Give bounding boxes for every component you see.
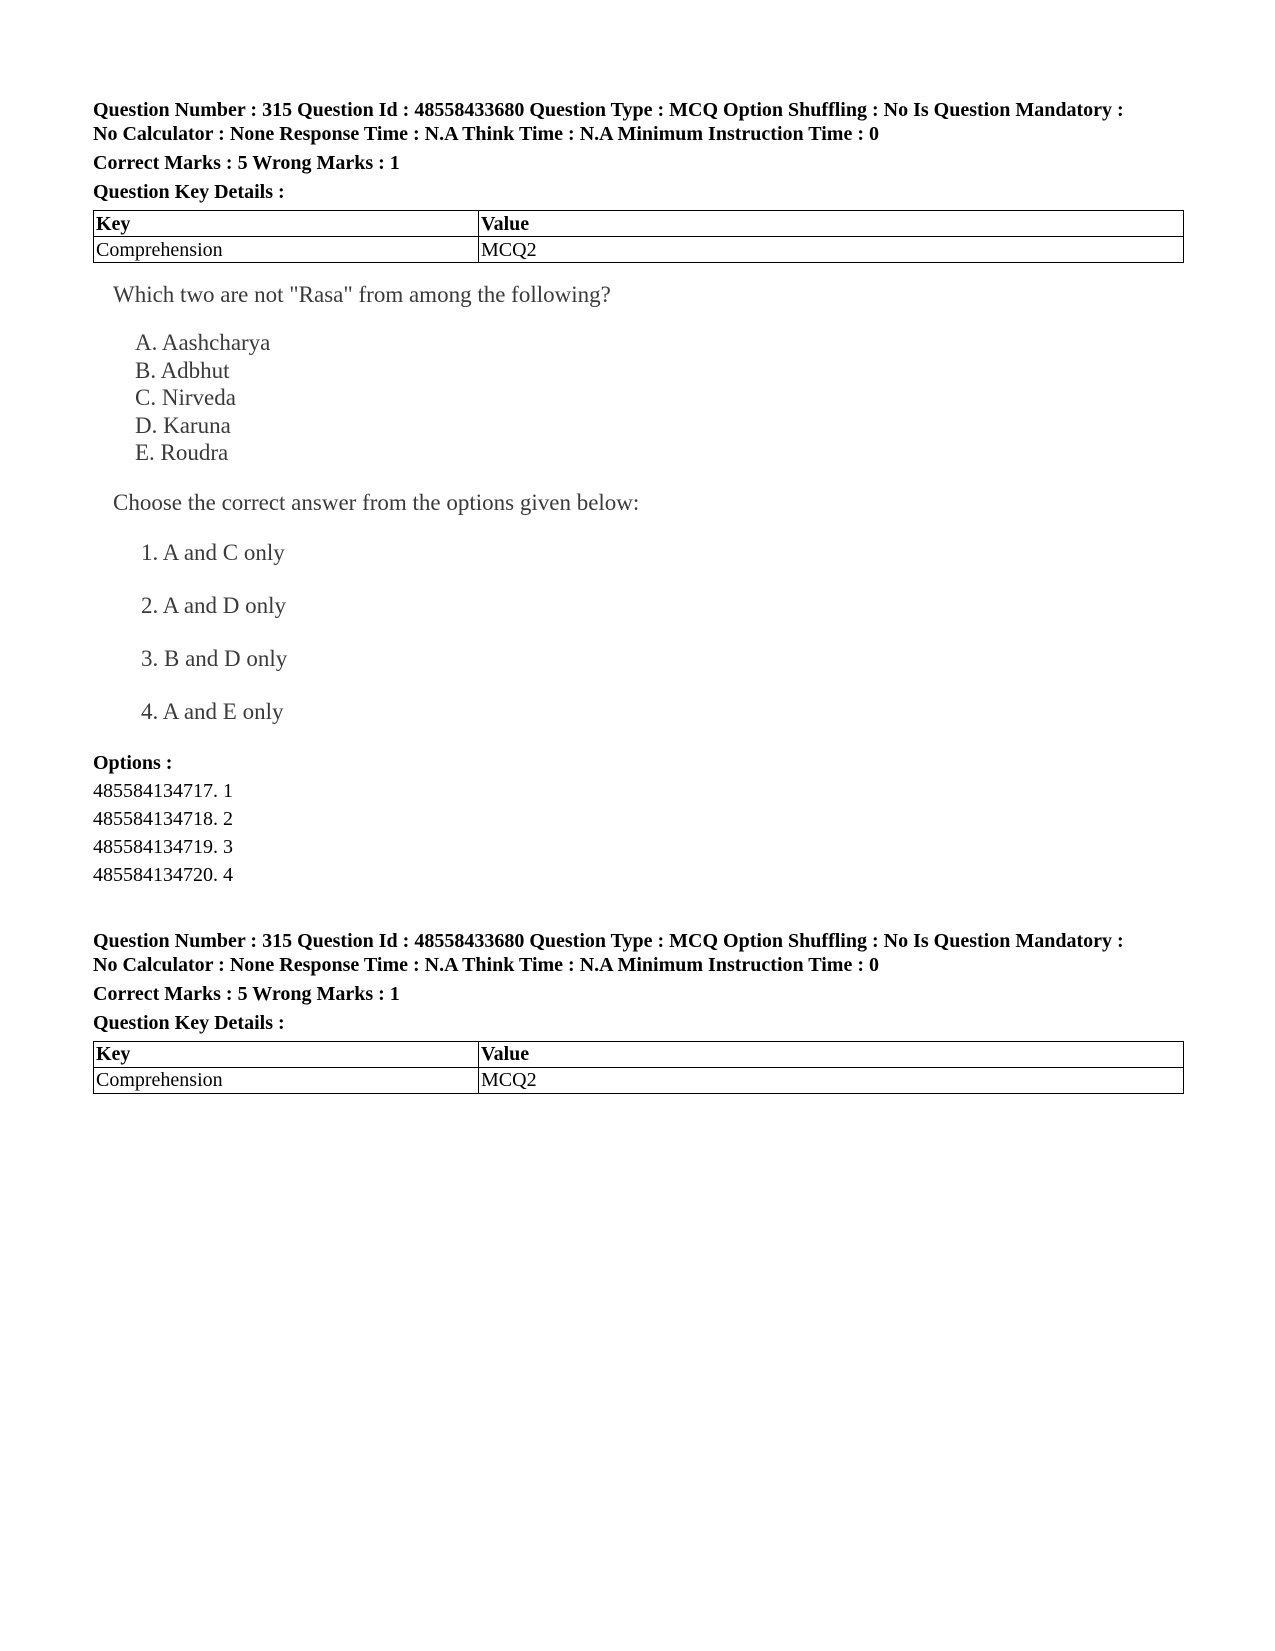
table-row xyxy=(94,237,1184,263)
marks-line: Correct Marks : 5 Wrong Marks : 1 xyxy=(93,152,400,174)
choose-instruction: Choose the correct answer from the options given below: xyxy=(113,489,640,515)
question-block-1 xyxy=(93,98,1183,887)
table-header-value: Value xyxy=(479,211,1184,237)
table-cell-key: Comprehension xyxy=(94,1067,479,1093)
option-item: 485584134719. 3 xyxy=(93,835,233,858)
answer-choice: 3. B and D only xyxy=(141,645,288,671)
question-page xyxy=(93,98,1183,1094)
question-meta xyxy=(93,98,1183,146)
question-meta-line-2: No Calculator : None Response Time : N.A Think Time : N.A Minimum Instruction Time : 0 xyxy=(93,123,879,145)
table-header-value: Value xyxy=(479,1041,1184,1067)
option-item: 485584134717. 1 xyxy=(93,779,233,802)
table-header-row xyxy=(94,1041,1184,1067)
marks-line: Correct Marks : 5 Wrong Marks : 1 xyxy=(93,982,400,1005)
statement-item: C. Nirveda xyxy=(135,385,236,410)
question-block-2 xyxy=(93,929,1183,1094)
statement-item: E. Roudra xyxy=(135,440,229,465)
table-cell-key: Comprehension xyxy=(94,237,479,263)
answer-choice: 2. A and D only xyxy=(141,592,287,618)
key-details-table xyxy=(93,210,1184,263)
table-row xyxy=(94,1067,1184,1093)
answer-choice: 4. A and E only xyxy=(141,698,284,724)
question-meta-line-1: Question Number : 315 Question Id : 48558433680 Question Type : MCQ Option Shuffling : No Is Question Mandatory : xyxy=(93,99,1124,121)
key-details-title: Question Key Details : xyxy=(93,1011,285,1034)
table-header-key: Key xyxy=(94,211,479,237)
table-header-key: Key xyxy=(94,1041,479,1067)
question-meta-line-2: No Calculator : None Response Time : N.A Think Time : N.A Minimum Instruction Time : 0 xyxy=(93,953,879,976)
question-meta xyxy=(93,929,1183,977)
answer-choices xyxy=(141,539,1183,726)
table-cell-value: MCQ2 xyxy=(479,1067,1184,1093)
question-stem: Which two are not "Rasa" from among the following? xyxy=(113,282,611,307)
option-item: 485584134720. 4 xyxy=(93,863,233,886)
answer-choice: 1. A and C only xyxy=(141,539,285,565)
option-item: 485584134718. 2 xyxy=(93,807,233,830)
question-content xyxy=(93,281,1183,726)
statement-list xyxy=(135,329,1183,467)
statement-item: B. Adbhut xyxy=(135,357,230,383)
statement-item: D. Karuna xyxy=(135,412,231,438)
table-cell-value: MCQ2 xyxy=(479,237,1184,263)
question-meta-line-1: Question Number : 315 Question Id : 48558433680 Question Type : MCQ Option Shuffling : No Is Question Mandatory : xyxy=(93,929,1124,952)
key-details-table xyxy=(93,1041,1184,1094)
statement-item: A. Aashcharya xyxy=(135,330,271,355)
key-details-title: Question Key Details : xyxy=(93,181,285,203)
options-title: Options : xyxy=(93,751,173,774)
table-header-row xyxy=(94,211,1184,237)
